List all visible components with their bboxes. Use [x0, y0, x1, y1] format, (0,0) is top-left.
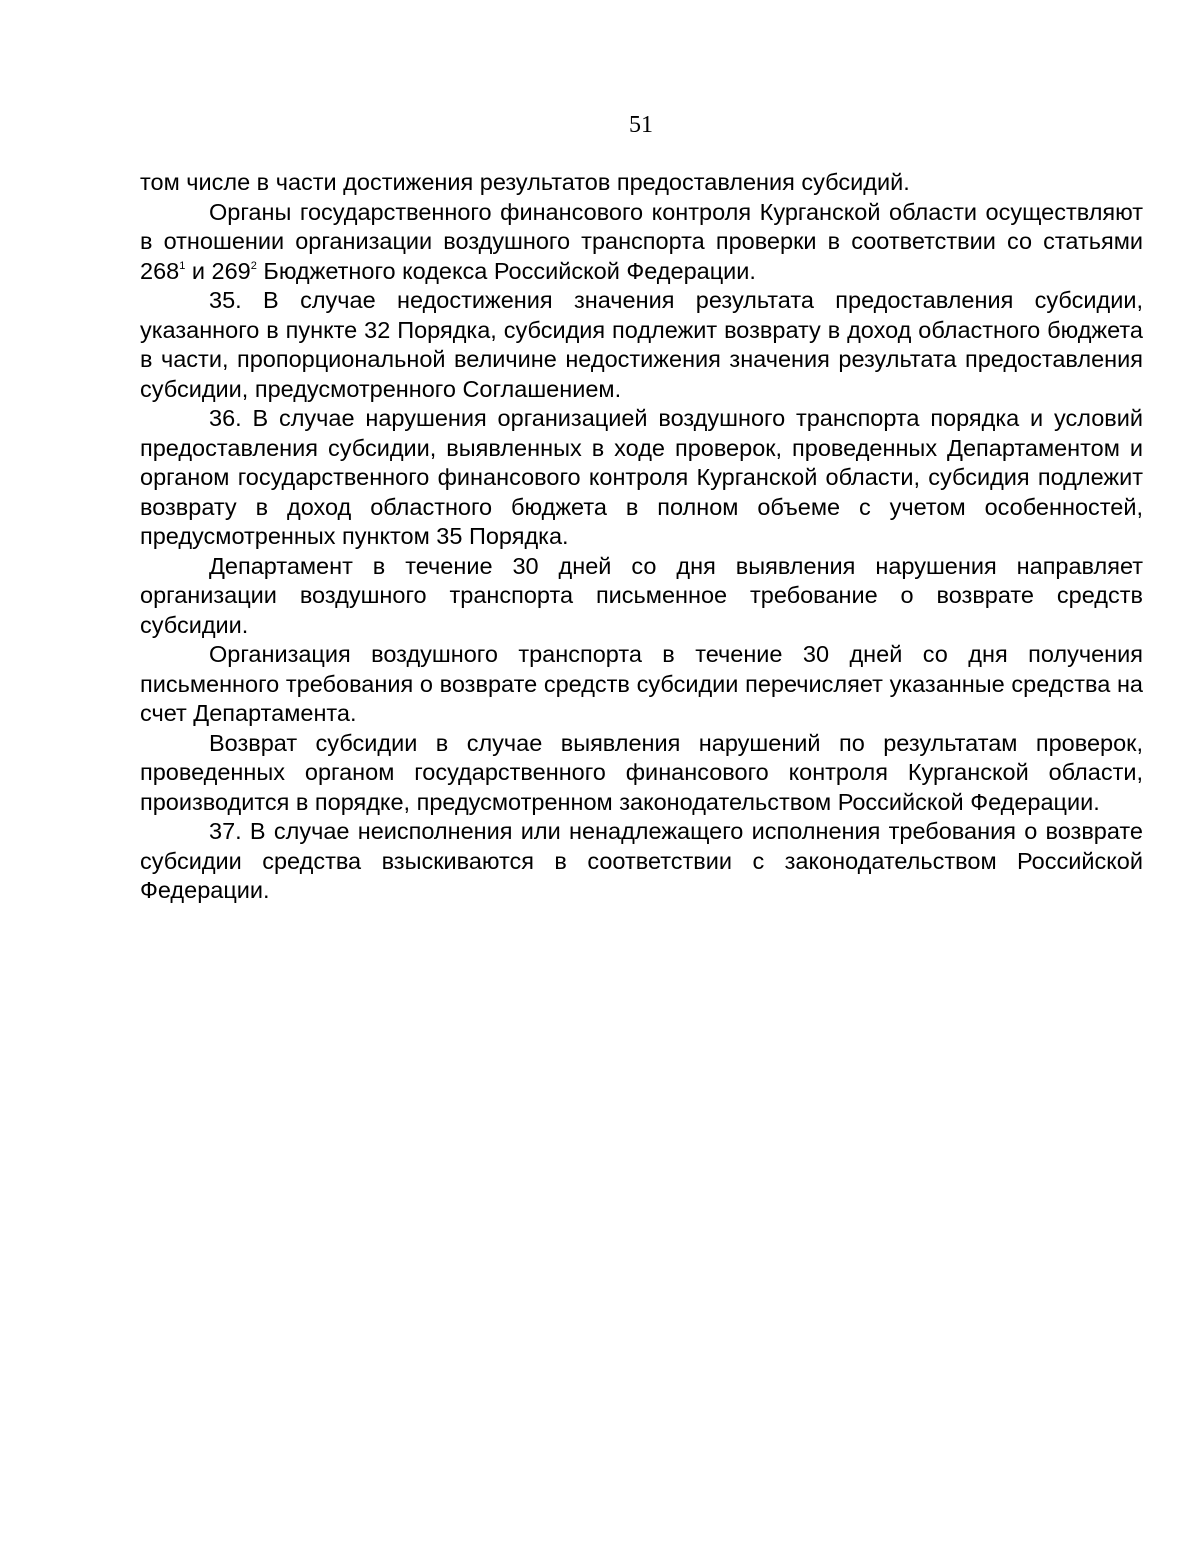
- paragraph-financial-control: [140, 198, 1143, 287]
- paragraph-text: и 269: [185, 257, 251, 284]
- footnote-superscript: 2: [250, 259, 257, 272]
- paragraph-continuation: том числе в части достижения результатов предоставления субсидий.: [140, 169, 910, 195]
- paragraph-text: Бюджетного кодекса Российской Федерации.: [256, 257, 756, 284]
- paragraph-refund-procedure: Возврат субсидии в случае выявления нарушений по результатам проверок, проведенных органом государственного финансового контроля Курганской области, производится в порядке, предусмотренном законодательством Российской Федерации.: [140, 729, 1143, 815]
- paragraph-37: 37. В случае неисполнения или ненадлежащего исполнения требования о возврате субсидии средства взыскиваются в соответствии с законодательством Российской Федерации.: [140, 818, 1143, 903]
- paragraph-organization-transfer: Организация воздушного транспорта в течение 30 дней со дня получения письменного требования о возврате средств субсидии перечисляет указанные средства на счет Департамента.: [140, 641, 1143, 726]
- footnote-superscript: 1: [179, 259, 186, 272]
- paragraph-36: 36. В случае нарушения организацией воздушного транспорта порядка и условий предоставления субсидии, выявленных в ходе проверок, проведенных Департаментом и органом государственного финансового контроля Курганской области, субсидия подлежит возврату в доход областного бюджета в полном объеме с учетом особенностей, предусмотренных пунктом 35 Порядка.: [140, 405, 1143, 549]
- page-number: 51: [629, 112, 653, 138]
- paragraph-35: 35. В случае недостижения значения результата предоставления субсидии, указанного в пункте 32 Порядка, субсидия подлежит возврату в доход областного бюджета в части, пропорциональной величине недостижения значения результата предоставления субсидии, предусмотренного Соглашением.: [140, 287, 1143, 402]
- paragraph-department-notice: Департамент в течение 30 дней со дня выявления нарушения направляет организации воздушного транспорта письменное требование о возврате средств субсидии.: [140, 552, 1143, 638]
- paragraph-text: Органы государственного финансового контроля Курганской области осуществляют в отношении организации воздушного транспорта проверки в соответствии со статьями 268: [140, 198, 1143, 284]
- document-body: [140, 168, 1143, 906]
